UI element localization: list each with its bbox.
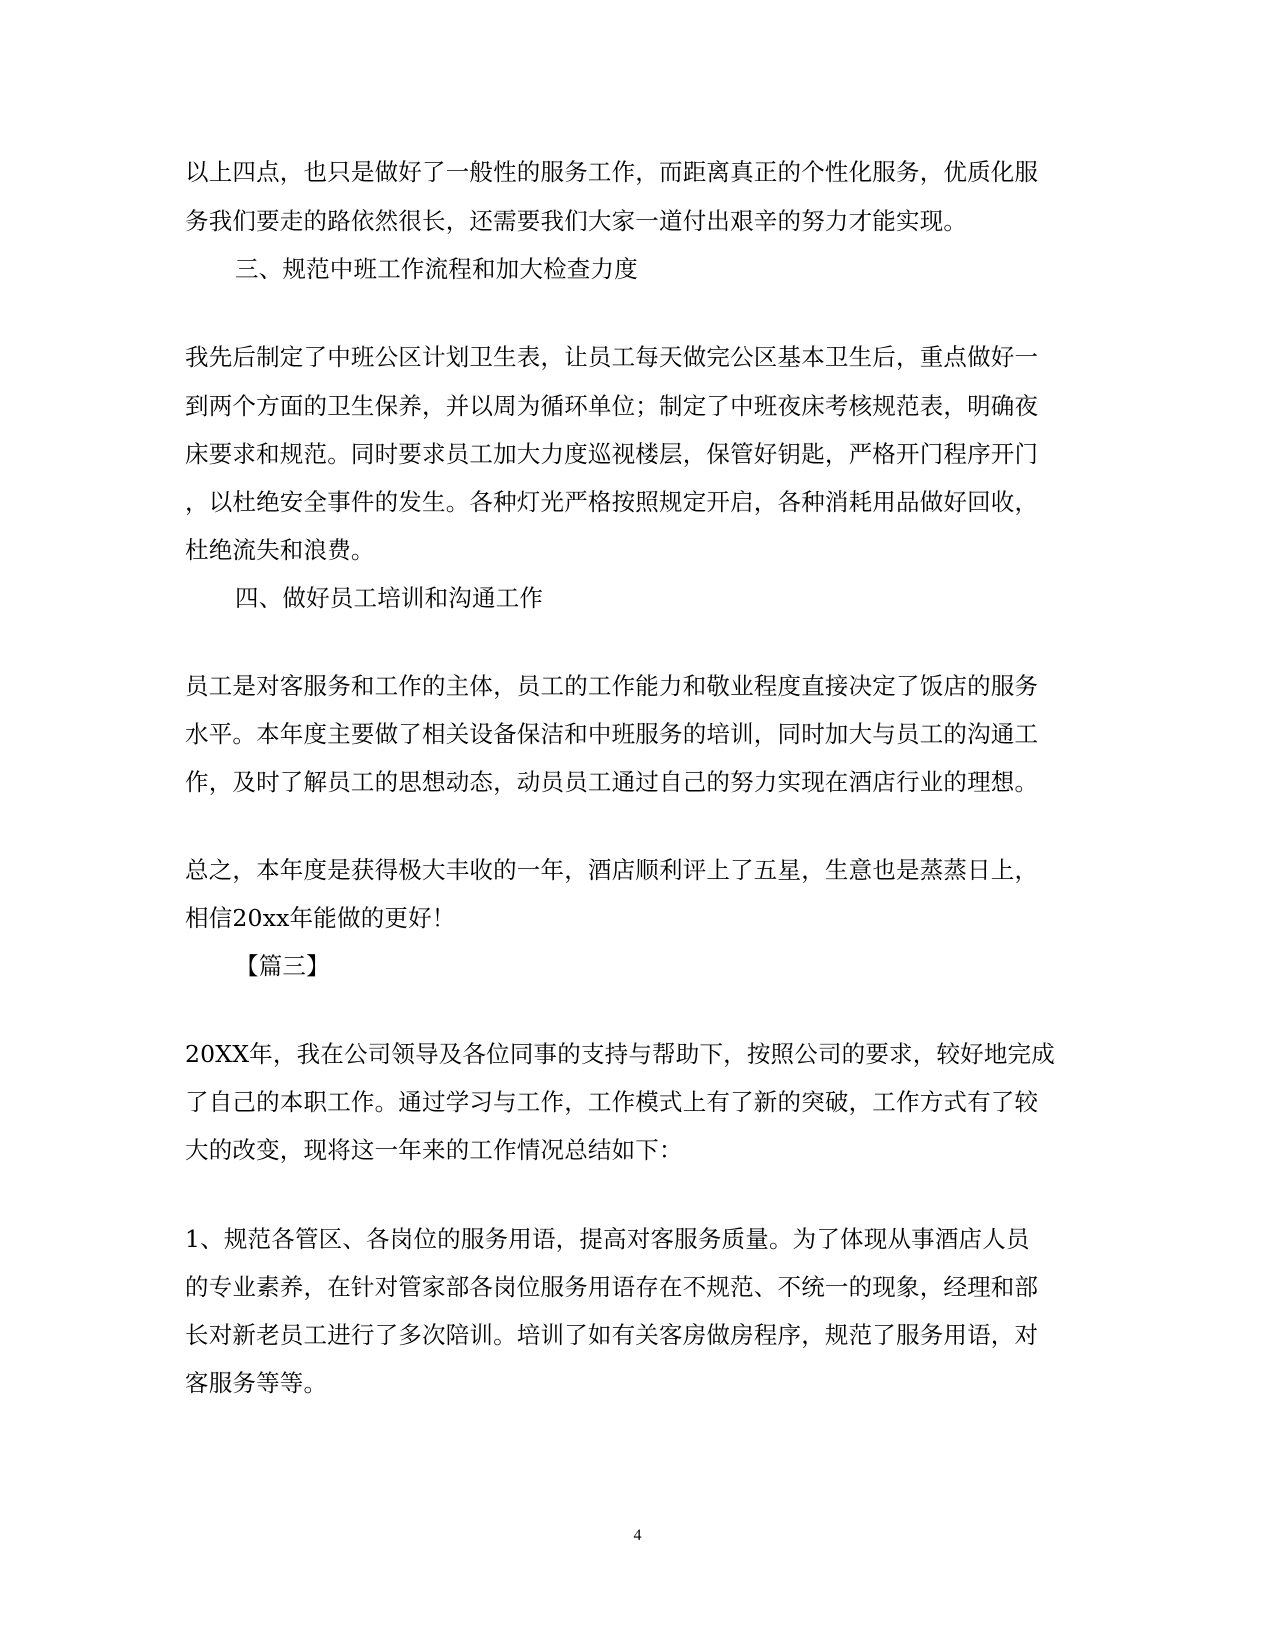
paragraph-line: 长对新老员工进行了多次陪训。培训了如有关客房做房程序，规范了服务用语，对 (185, 1321, 1039, 1349)
paragraph-line: 床要求和规范。同时要求员工加大力度巡视楼层，保管好钥匙，严格开门程序开门 (185, 440, 1039, 468)
paragraph-line: 大的改变，现将这一年来的工作情况总结如下： (185, 1136, 683, 1164)
paragraph-line: 以上四点，也只是做好了一般性的服务工作，而距离真正的个性化服务，优质化服 (185, 158, 1039, 186)
paragraph-line: 总之，本年度是获得极大丰收的一年，酒店顺利评上了五星，生意也是蒸蒸日上， (185, 856, 1039, 884)
page-number: 4 (633, 1527, 642, 1544)
paragraph-line: 到两个方面的卫生保养，并以周为循环单位；制定了中班夜床考核规范表，明确夜 (185, 392, 1039, 420)
paragraph-line: 水平。本年度主要做了相关设备保洁和中班服务的培训，同时加大与员工的沟通工 (185, 720, 1039, 748)
paragraph-line: 1、规范各管区、各岗位的服务用语，提高对客服务质量。为了体现从事酒店人员 (185, 1225, 1030, 1253)
paragraph-line: 客服务等等。 (185, 1369, 328, 1397)
paragraph-line: 的专业素养，在针对管家部各岗位服务用语存在不规范、不统一的现象，经理和部 (185, 1273, 1039, 1301)
section-heading: 【篇三】 (235, 952, 330, 980)
paragraph-line: 我先后制定了中班公区计划卫生表，让员工每天做完公区基本卫生后，重点做好一 (185, 343, 1039, 371)
paragraph-line: 了自己的本职工作。通过学习与工作，工作模式上有了新的突破，工作方式有了较 (185, 1088, 1039, 1116)
section-heading: 三、规范中班工作流程和加大检查力度 (235, 255, 638, 283)
paragraph-line: 员工是对客服务和工作的主体，员工的工作能力和敬业程度直接决定了饭店的服务 (185, 672, 1039, 700)
paragraph-line: 作，及时了解员工的思想动态，动员员工通过自己的努力实现在酒店行业的理想。 (185, 768, 1039, 796)
section-heading: 四、做好员工培训和沟通工作 (235, 584, 544, 612)
paragraph-line: ，以杜绝安全事件的发生。各种灯光严格按照规定开启，各种消耗用品做好回收， (185, 488, 1039, 516)
paragraph-line: 相信20xx年能做的更好！ (185, 904, 456, 932)
paragraph-line: 杜绝流失和浪费。 (185, 536, 375, 564)
paragraph-line: 务我们要走的路依然很长，还需要我们大家一道付出艰辛的努力才能实现。 (185, 207, 968, 235)
paragraph-line: 20XX年，我在公司领导及各位同事的支持与帮助下，按照公司的要求，较好地完成 (185, 1040, 1055, 1068)
